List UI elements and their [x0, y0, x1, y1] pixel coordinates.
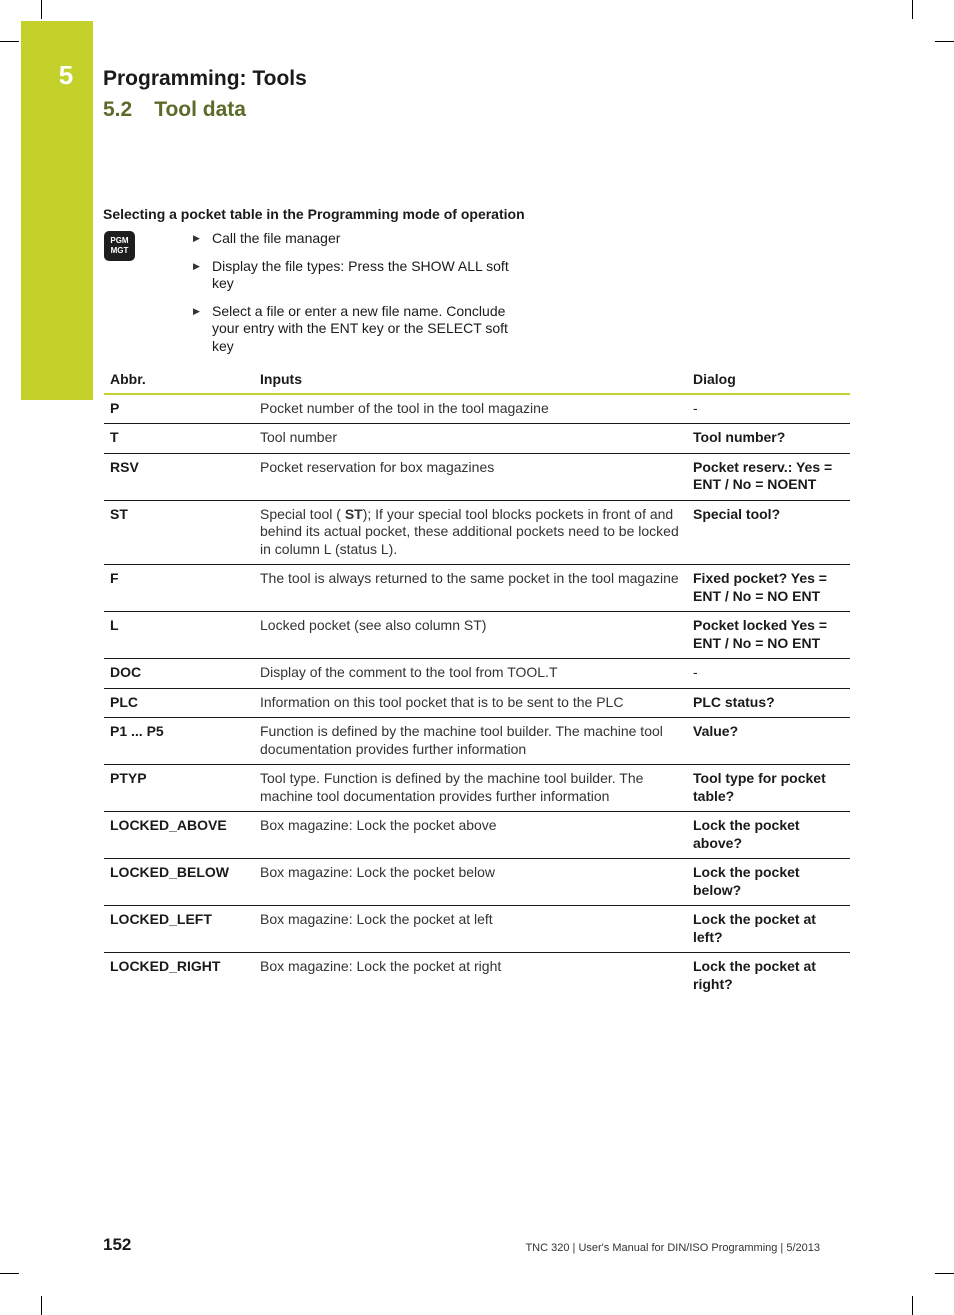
table-row	[104, 688, 850, 718]
table-header-row	[104, 367, 850, 394]
cell-inputs: Box magazine: Lock the pocket at right	[260, 958, 502, 974]
key-label-line2: MGT	[110, 246, 129, 255]
cell-inputs: Locked pocket (see also column ST)	[254, 612, 687, 659]
cell-inputs: Box magazine: Lock the pocket below	[254, 859, 687, 906]
table-row	[104, 906, 850, 953]
table-row	[104, 812, 850, 859]
inputs-bold-text: ST	[344, 505, 363, 522]
crop-mark	[0, 1273, 19, 1274]
cell-abbr: RSV	[104, 453, 254, 500]
cell-dialog: Fixed pocket? Yes = ENT / No = NO ENT	[687, 565, 850, 612]
step-item	[190, 303, 530, 356]
section-number: 5.2	[103, 98, 133, 121]
pgm-mgt-key-icon	[104, 231, 135, 261]
cell-dialog: -	[687, 659, 850, 689]
crop-mark	[41, 0, 42, 19]
section-heading	[103, 98, 246, 122]
crop-mark	[0, 41, 19, 42]
footer-text: TNC 320 | User's Manual for DIN/ISO Programming | 5/2013	[525, 1242, 820, 1254]
cell-inputs: Display of the comment to the tool from TOOL.T	[254, 659, 687, 689]
cell-dialog: Lock the pocket at left?	[687, 906, 850, 953]
cell-abbr: LOCKED_BELOW	[104, 859, 254, 906]
cell-dialog: -	[687, 394, 850, 424]
cell-inputs: Box magazine: Lock the pocket above	[254, 812, 687, 859]
cell-abbr: P	[104, 394, 254, 424]
table-row	[104, 859, 850, 906]
cell-abbr: F	[104, 565, 254, 612]
step-item	[190, 230, 530, 248]
sub-heading: Selecting a pocket table in the Programming mode of operation	[103, 206, 525, 222]
cell-dialog: Value?	[687, 718, 850, 765]
header-dialog: Dialog	[687, 367, 850, 394]
cell-inputs: Box magazine: Lock the pocket at left	[254, 906, 687, 953]
chapter-title: Programming: Tools	[103, 67, 307, 90]
table-row	[104, 765, 850, 812]
inputs-text: Special tool (	[260, 505, 345, 522]
crop-mark	[935, 41, 954, 42]
table-row	[104, 500, 850, 565]
step-item	[190, 258, 530, 293]
cell-abbr: L	[104, 612, 254, 659]
cell-abbr: PTYP	[104, 765, 254, 812]
key-label-line1: PGM	[110, 236, 129, 245]
cell-abbr: LOCKED_RIGHT	[110, 958, 221, 974]
cell-inputs: Pocket reservation for box magazines	[254, 453, 687, 500]
cell-dialog: Pocket reserv.: Yes = ENT / No = NOENT	[687, 453, 850, 500]
section-title: Tool data	[154, 98, 246, 121]
cell-abbr: P1 ... P5	[104, 718, 254, 765]
triangle-bullet-icon: ▶	[193, 260, 200, 271]
cell-abbr: PLC	[104, 688, 254, 718]
table-row	[104, 612, 850, 659]
cell-inputs	[254, 500, 687, 565]
table-row	[104, 565, 850, 612]
cell-abbr: T	[104, 424, 254, 454]
cell-dialog: Lock the pocket at right?	[693, 958, 816, 992]
cell-abbr: LOCKED_LEFT	[104, 906, 254, 953]
step-list	[190, 230, 530, 365]
cell-inputs: Tool number	[254, 424, 687, 454]
triangle-bullet-icon: ▶	[193, 305, 200, 316]
cell-dialog: Lock the pocket below?	[687, 859, 850, 906]
table-row	[104, 453, 850, 500]
pocket-table	[104, 367, 850, 999]
table-row	[104, 659, 850, 689]
header-inputs: Inputs	[254, 367, 687, 394]
step-text: Select a file or enter a new file name. Conclude your entry with the ENT key or the SELECT soft key	[212, 302, 508, 354]
triangle-bullet-icon: ▶	[193, 233, 200, 243]
step-text: Call the file manager	[212, 230, 341, 246]
header-abbr: Abbr.	[104, 367, 254, 394]
cell-inputs: Pocket number of the tool in the tool magazine	[254, 394, 687, 424]
cell-inputs: The tool is always returned to the same pocket in the tool magazine	[254, 565, 687, 612]
crop-mark	[935, 1273, 954, 1274]
cell-dialog: Tool number?	[687, 424, 850, 454]
crop-mark	[912, 0, 913, 19]
cell-inputs: Function is defined by the machine tool builder. The machine tool documentation provides further information	[254, 718, 687, 765]
cell-abbr: LOCKED_ABOVE	[104, 812, 254, 859]
table-row	[104, 394, 850, 424]
table-row	[104, 953, 850, 1000]
cell-inputs: Tool type. Function is defined by the machine tool builder. The machine tool documentation provides further information	[254, 765, 687, 812]
table-row	[104, 424, 850, 454]
cell-dialog: PLC status?	[687, 688, 850, 718]
chapter-number: 5	[58, 60, 74, 90]
crop-mark	[41, 1296, 42, 1315]
step-text: Display the file types: Press the SHOW ALL soft key	[212, 257, 509, 291]
cell-abbr: ST	[104, 500, 254, 565]
inputs-text: ); If your special tool blocks pockets in front of and behind its actual pocket, these additional pockets need to be locked in column L (status L).	[260, 505, 679, 557]
table-row	[104, 718, 850, 765]
cell-dialog: Special tool?	[687, 500, 850, 565]
page-number: 152	[103, 1235, 132, 1254]
cell-dialog: Lock the pocket above?	[687, 812, 850, 859]
cell-abbr: DOC	[104, 659, 254, 689]
crop-mark	[912, 1296, 913, 1315]
cell-dialog: Pocket locked Yes = ENT / No = NO ENT	[687, 612, 850, 659]
cell-inputs: Information on this tool pocket that is to be sent to the PLC	[254, 688, 687, 718]
cell-dialog: Tool type for pocket table?	[687, 765, 850, 812]
